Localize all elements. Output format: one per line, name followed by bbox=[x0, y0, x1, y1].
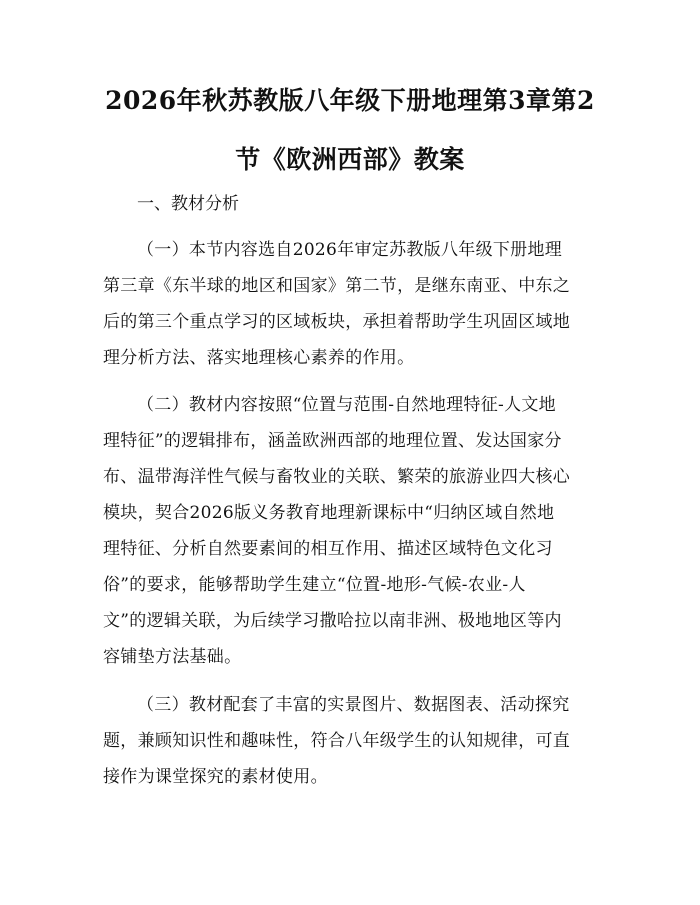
paragraph-line: 后的第三个重点学习的区域板块，承担着帮助学生巩固区域地 bbox=[103, 312, 571, 332]
paragraph-line: 第三章《东半球的地区和国家》第二节，是继东南亚、中东之 bbox=[103, 276, 571, 296]
paragraph-line: （二）教材内容按照“位置与范围-自然地理特征-人文地 bbox=[137, 395, 556, 415]
document-title-line-1: 2026年秋苏教版八年级下册地理第3章第2 bbox=[105, 86, 595, 115]
paragraph-line: 文”的逻辑关联，为后续学习撒哈拉以南非洲、极地地区等内 bbox=[103, 611, 562, 631]
paragraph-line: 理特征”的逻辑排布，涵盖欧洲西部的地理位置、发达国家分 bbox=[103, 431, 562, 451]
paragraph-line: 接作为课堂探究的素材使用。 bbox=[103, 767, 328, 787]
document-title-line-2: 节《欧洲西部》教案 bbox=[235, 145, 465, 174]
paragraph-line: 理特征、分析自然要素间的相互作用、描述区域特色文化习 bbox=[103, 539, 553, 559]
paragraph-line: （三）教材配套了丰富的实景图片、数据图表、活动探究 bbox=[137, 695, 570, 715]
section-heading: 一、教材分析 bbox=[137, 194, 239, 214]
paragraph-line: 俗”的要求，能够帮助学生建立“位置-地形-气候-农业-人 bbox=[103, 575, 526, 595]
paragraph-line: （一）本节内容选自2026年审定苏教版八年级下册地理 bbox=[137, 240, 563, 260]
paragraph-line: 题，兼顾知识性和趣味性，符合八年级学生的认知规律，可直 bbox=[103, 731, 571, 751]
paragraph-line: 模块，契合2026版义务教育地理新课标中“归纳区域自然地 bbox=[103, 503, 555, 523]
paragraph-line: 容铺垫方法基础。 bbox=[103, 647, 242, 667]
paragraph-line: 理分析方法、落实地理核心素养的作用。 bbox=[103, 348, 415, 368]
paragraph-line: 布、温带海洋性气候与畜牧业的关联、繁荣的旅游业四大核心 bbox=[103, 467, 571, 487]
